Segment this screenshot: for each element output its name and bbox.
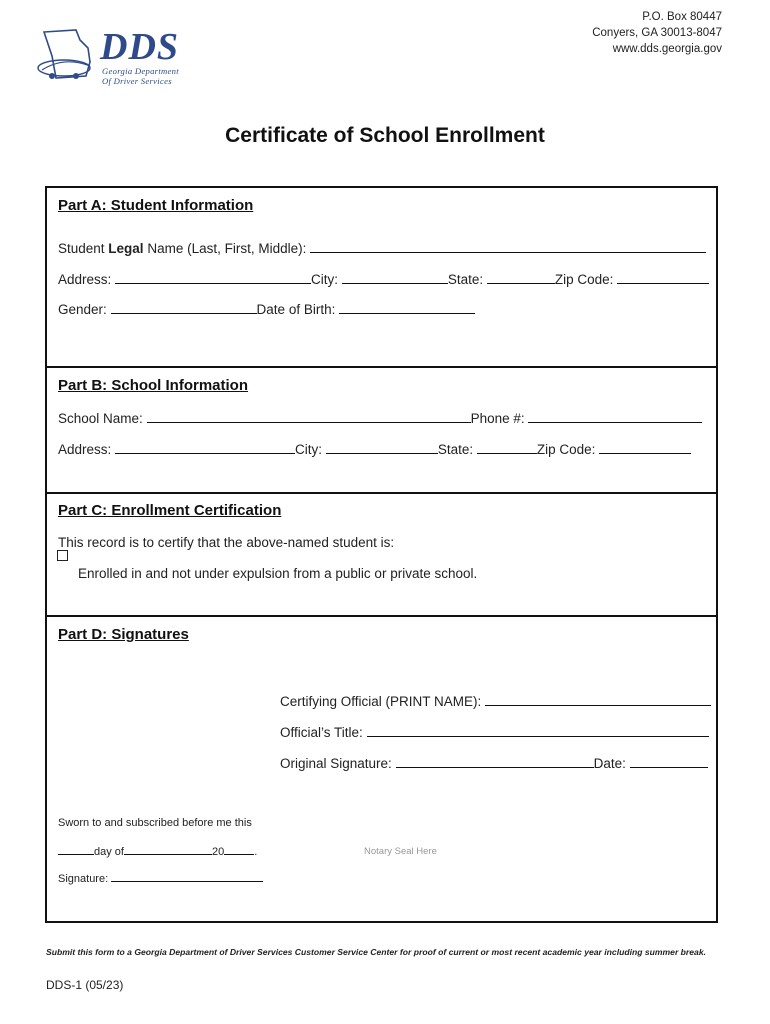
notary-month-field[interactable] [124,844,212,855]
student-address-row [58,271,709,287]
student-address-field[interactable] [115,271,311,284]
school-zip-label: Zip Code: [536,442,596,457]
student-name-prefix: Student [58,241,109,256]
form-code: DDS-1 (05/23) [46,978,124,992]
official-title-field[interactable] [367,724,709,737]
school-phone-label: Phone #: [470,411,525,426]
school-name-field[interactable] [147,410,471,423]
section-signatures [45,615,718,923]
student-city-label: City: [311,272,339,287]
gender-label: Gender: [58,302,107,317]
gender-field[interactable] [111,301,257,314]
section-school-information [45,366,718,494]
official-name-label: Certifying Official (PRINT NAME): [280,694,482,709]
notary-date-row [58,844,257,858]
notary-year-field[interactable] [224,844,254,855]
official-title-row [280,724,709,740]
school-name-row [58,410,702,426]
notary-day-field[interactable] [58,844,94,855]
section-heading-a: Part A: Student Information [58,197,254,214]
notary-signature-field[interactable] [111,871,263,882]
sworn-statement: Sworn to and subscribed before me this [58,817,252,829]
student-city-field[interactable] [342,271,448,284]
school-city-field[interactable] [326,441,438,454]
signature-date-field[interactable] [630,755,708,768]
student-gender-row [58,301,475,317]
student-zip-label: Zip Code: [554,272,614,287]
enrolled-checkbox[interactable] [57,550,68,561]
year-period: . [254,846,258,858]
original-signature-row [280,755,708,771]
school-address-row [58,441,691,457]
school-city-label: City: [295,442,323,457]
student-zip-field[interactable] [617,271,709,284]
school-phone-field[interactable] [528,410,702,423]
submission-note: Submit this form to a Georgia Department of Driver Services Customer Service Center for proof of current or most recent academic year including summer break. [46,947,706,957]
official-name-row [280,693,711,709]
page-title: Certificate of School Enrollment [225,124,545,147]
school-zip-field[interactable] [599,441,691,454]
student-state-field[interactable] [487,271,555,284]
logo-abbr: DDS [100,26,180,68]
address-city: Conyers, GA 30013-8047 [592,27,722,39]
agency-address [592,9,722,57]
student-name-row [58,240,706,256]
logo-sub2: Of Driver Services [102,76,172,86]
address-po-box: P.O. Box 80447 [642,11,722,23]
section-heading-b: Part B: School Information [58,377,249,394]
student-name-legal: Legal [108,241,144,256]
certification-statement: This record is to certify that the above-named student is: [58,535,395,550]
school-state-field[interactable] [477,441,537,454]
day-of-label: day of [94,846,124,858]
section-student-information [45,186,718,368]
logo-sub1: Georgia Department [102,66,179,76]
student-name-field[interactable] [310,240,706,253]
address-website: www.dds.georgia.gov [612,43,722,55]
section-heading-d: Part D: Signatures [58,626,189,643]
section-heading-c: Part C: Enrollment Certification [58,502,282,519]
student-state-label: State: [447,272,484,287]
school-state-label: State: [437,442,474,457]
school-name-label: School Name: [58,411,143,426]
dds-logo [100,28,179,86]
official-name-field[interactable] [485,693,711,706]
original-signature-label: Original Signature: [280,756,392,771]
school-address-label: Address: [58,442,112,457]
original-signature-field[interactable] [396,755,594,768]
dob-field[interactable] [339,301,475,314]
school-address-field[interactable] [115,441,295,454]
dob-label: Date of Birth: [256,302,336,317]
year-prefix: 20 [211,846,225,858]
section-enrollment-certification [45,492,718,617]
enrolled-option-label: Enrolled in and not under expulsion from a public or private school. [78,566,478,581]
student-name-suffix: Name (Last, First, Middle): [143,241,307,256]
notary-signature-row [58,871,263,885]
signature-date-label: Date: [593,756,626,771]
student-address-label: Address: [58,272,112,287]
notary-signature-label: Signature: [58,873,109,885]
notary-seal-placeholder: Notary Seal Here [364,846,437,857]
official-title-label: Official’s Title: [280,725,363,740]
